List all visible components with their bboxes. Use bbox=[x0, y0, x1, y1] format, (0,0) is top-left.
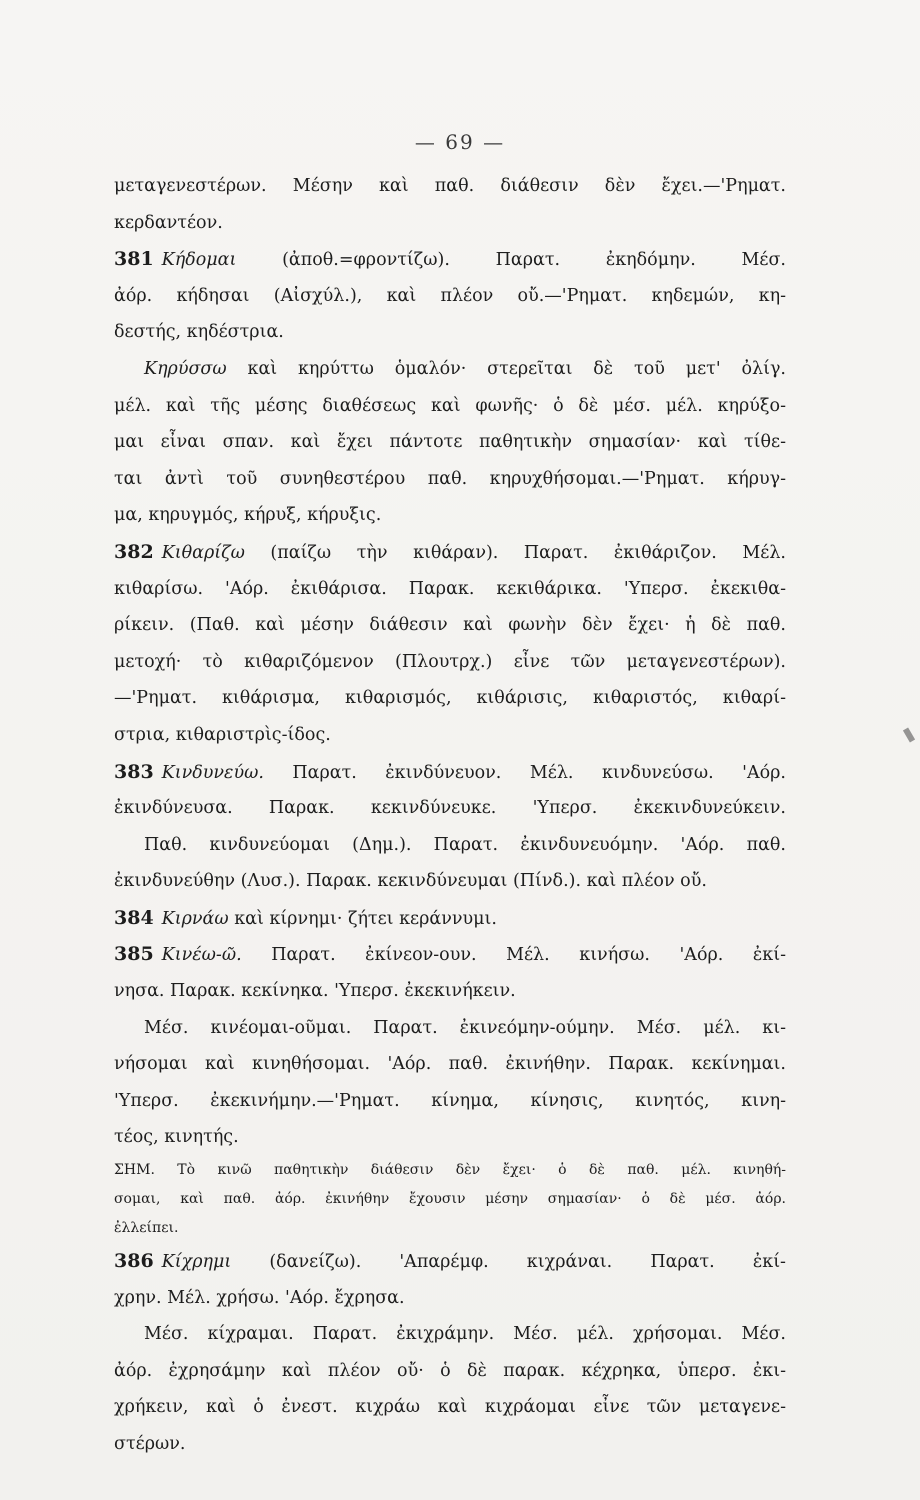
text-line bbox=[114, 1389, 786, 1426]
line-text: (παίζω τὴν κιθάραν). Παρατ. ἐκιθάριζον. Μέλ. bbox=[270, 542, 786, 563]
line-text: μέλ. καὶ τῆς μέσης διαθέσεως καὶ φωνῆς· ὁ δὲ μέσ. μέλ. κηρύξο- bbox=[114, 395, 786, 416]
text-line bbox=[114, 1280, 786, 1317]
headword: Κήδομαι bbox=[161, 250, 237, 271]
line-text: μα, κηρυγμός, κήρυξ, κήρυξις. bbox=[114, 505, 382, 526]
line-text: μετοχή· τὸ κιθαριζόμενον (Πλουτρχ.) εἶνε τῶν μεταγενεστέρων). bbox=[114, 651, 786, 672]
text-line bbox=[114, 461, 786, 498]
text-line bbox=[114, 351, 786, 388]
line-text: ρίκειν. (Παθ. καὶ μέσην διάθεσιν καὶ φωνὴν δὲν ἔχει· ἡ δὲ παθ. bbox=[114, 615, 786, 636]
text-line bbox=[114, 754, 786, 791]
line-text: τέος, κινητής. bbox=[114, 1127, 239, 1148]
text-line bbox=[114, 973, 786, 1010]
line-text: (ἀποθ.=φροντίζω). Παρατ. ἐκηδόμην. Μέσ. bbox=[282, 250, 786, 271]
line-text: ΣΗΜ. Τὸ κινῶ παθητικὴν διάθεσιν δὲν ἔχει· ὁ δὲ παθ. μέλ. κινηθή- bbox=[114, 1162, 786, 1179]
entry-number: 381 bbox=[114, 248, 154, 271]
line-text: μαι εἶναι σπαν. καὶ ἔχει πάντοτε παθητικὴν σημασίαν· καὶ τίθε- bbox=[114, 432, 786, 453]
line-text: δεστής, κηδέστρια. bbox=[114, 322, 284, 343]
entry-number: 386 bbox=[114, 1250, 154, 1273]
text-line bbox=[114, 1316, 786, 1353]
line-text: 'Υπερσ. ἐκεκινήμην.—'Ρηματ. κίνημα, κίνησις, κινητός, κινη- bbox=[114, 1090, 786, 1111]
line-text: νησα. Παρακ. κεκίνηκα. 'Υπερσ. ἐκεκινήκειν. bbox=[114, 981, 516, 1002]
text-line bbox=[114, 717, 786, 754]
note-line bbox=[114, 1185, 786, 1214]
text-line bbox=[114, 534, 786, 571]
line-text: Μέσ. κίχραμαι. Παρατ. ἐκιχράμην. Μέσ. μέλ. χρήσομαι. Μέσ. bbox=[144, 1324, 786, 1345]
text-line bbox=[114, 314, 786, 351]
line-text: χρην. Μέλ. χρήσω. 'Αόρ. ἔχρησα. bbox=[114, 1287, 405, 1308]
headword: Κινδυνεύω. bbox=[161, 762, 264, 783]
headword: Κινέω-ῶ. bbox=[161, 945, 242, 966]
text-line bbox=[114, 827, 786, 864]
headword: Κίχρημι bbox=[161, 1252, 232, 1273]
line-text: (δανείζω). 'Απαρέμφ. κιχράναι. Παρατ. ἐκί- bbox=[269, 1252, 786, 1273]
text-line bbox=[114, 900, 786, 937]
line-text: —'Ρηματ. κιθάρισμα, κιθαρισμός, κιθάρισις, κιθαριστός, κιθαρί- bbox=[114, 688, 786, 709]
line-text: ἀόρ. ἐχρησάμην καὶ πλέον οὔ· ὁ δὲ παρακ. κέχρηκα, ὑπερσ. ἐκι- bbox=[114, 1360, 786, 1381]
line-text: μεταγενεστέρων. Μέσην καὶ παθ. διάθεσιν δὲν ἔχει.—'Ρηματ. bbox=[114, 176, 786, 196]
line-text: ται ἀντὶ τοῦ συνηθεστέρου παθ. κηρυχθήσομαι.—'Ρηματ. κήρυγ- bbox=[114, 468, 786, 489]
line-text: κιθαρίσω. 'Αόρ. ἐκιθάρισα. Παρακ. κεκιθάρικα. 'Υπερσ. ἐκεκιθα- bbox=[114, 578, 786, 599]
line-text: ἀόρ. κήδησαι (Αἰσχύλ.), καὶ πλέον οὔ.—'Ρηματ. κηδεμών, κη- bbox=[114, 285, 786, 306]
line-text: Παρατ. ἐκινδύνευον. Μέλ. κινδυνεύσω. 'Αόρ. bbox=[292, 762, 786, 783]
text-line bbox=[114, 1243, 786, 1280]
line-text: ἐλλείπει. bbox=[114, 1220, 179, 1237]
headword: Κηρύσσω bbox=[144, 358, 227, 379]
text-line bbox=[114, 1353, 786, 1390]
line-text: στέρων. bbox=[114, 1434, 186, 1454]
line-text: ἐκινδυνεύθην (Λυσ.). Παρακ. κεκινδύνευμαι (Πίνδ.). καὶ πλέον οὔ. bbox=[114, 871, 707, 892]
entry-number: 384 bbox=[114, 906, 154, 929]
line-text: Μέσ. κινέομαι-οῦμαι. Παρατ. ἐκινεόμην-ούμην. Μέσ. μέλ. κι- bbox=[144, 1017, 786, 1038]
line-text: καὶ κηρύττω ὁμαλόν· στερεῖται δὲ τοῦ μετ' ὀλίγ. bbox=[247, 358, 786, 379]
text-line bbox=[114, 424, 786, 461]
text-line bbox=[114, 644, 786, 681]
text-line bbox=[114, 571, 786, 608]
text-line bbox=[114, 497, 786, 534]
text-line bbox=[114, 278, 786, 315]
text-line bbox=[114, 863, 786, 900]
note-line bbox=[114, 1156, 786, 1185]
line-text: ἐκινδύνευσα. Παρακ. κεκινδύνευκε. 'Υπερσ. ἐκεκινδυνεύκειν. bbox=[114, 798, 786, 819]
line-text: κερδαντέον. bbox=[114, 212, 223, 233]
text-line bbox=[114, 1083, 786, 1120]
line-text: σομαι, καὶ παθ. ἀόρ. ἐκινήθην ἔχουσιν μέσην σημασίαν· ὁ δὲ μέσ. ἀόρ. bbox=[114, 1191, 786, 1208]
line-text: Παθ. κινδυνεύομαι (Δημ.). Παρατ. ἐκινδυνευόμην. 'Αόρ. παθ. bbox=[144, 834, 786, 855]
text-line bbox=[114, 388, 786, 425]
text-body bbox=[114, 168, 786, 1463]
page-number: — 69 — bbox=[414, 130, 506, 154]
entry-number: 385 bbox=[114, 943, 154, 966]
text-line bbox=[114, 168, 786, 205]
line-text: νήσομαι καὶ κινηθήσομαι. 'Αόρ. παθ. ἐκινήθην. Παρακ. κεκίνημαι. bbox=[114, 1054, 786, 1075]
text-line bbox=[114, 1046, 786, 1083]
text-line bbox=[114, 205, 786, 242]
text-line bbox=[114, 1426, 786, 1463]
line-text: καὶ κίρνημι· ζήτει κεράννυμι. bbox=[234, 908, 497, 929]
text-line bbox=[114, 607, 786, 644]
headword: Κιρνάω bbox=[161, 908, 229, 929]
line-text: στρια, κιθαριστρὶς-ίδος. bbox=[114, 724, 331, 745]
text-line bbox=[114, 1119, 786, 1156]
text-line bbox=[114, 241, 786, 278]
entry-number: 382 bbox=[114, 540, 154, 563]
line-text: Παρατ. ἐκίνεον-ουν. Μέλ. κινήσω. 'Αόρ. ἐκί- bbox=[271, 945, 786, 966]
text-line bbox=[114, 936, 786, 973]
margin-mark bbox=[903, 727, 915, 742]
line-text: χρήκειν, καὶ ὁ ἐνεστ. κιχράω καὶ κιχράομαι εἶνε τῶν μεταγενε- bbox=[114, 1397, 786, 1418]
note-line bbox=[114, 1214, 786, 1243]
text-line bbox=[114, 680, 786, 717]
text-line bbox=[114, 790, 786, 827]
headword: Κιθαρίζω bbox=[161, 542, 245, 563]
text-line bbox=[114, 1010, 786, 1047]
entry-number: 383 bbox=[114, 760, 154, 783]
